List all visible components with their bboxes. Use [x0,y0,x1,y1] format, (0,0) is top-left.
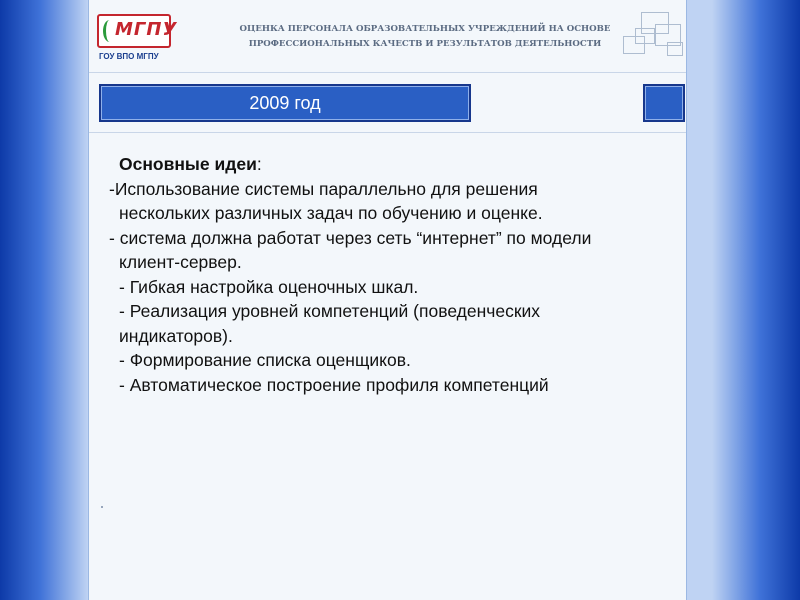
body-line: - Формирование списка оценщиков. [119,350,411,370]
body-line: индикаторов). [119,325,233,346]
header-title-line-1: ОЦЕНКА ПЕРСОНАЛА ОБРАЗОВАТЕЛЬНЫХ УЧРЕЖДЕНИЙ НА ОСНОВЕ [239,24,611,34]
header-title-line-2: ПРОФЕССИОНАЛЬНЫХ КАЧЕСТВ И РЕЗУЛЬТАТОВ ДЕЯТЕЛЬНОСТИ [248,39,602,49]
logo-caption: ГОУ ВПО МГПУ [99,52,159,61]
mgpu-logo [97,12,177,62]
header-divider [89,72,686,73]
slide [88,0,687,600]
decorative-squares-icon [619,10,683,58]
slide-body [109,152,679,397]
body-line: - Автоматическое построение профиля компетенций [119,374,549,395]
decorative-side-box [643,84,685,122]
section-heading [109,152,679,177]
body-line: - Реализация уровней компетенций (поведенческих [119,301,541,321]
body-line: клиент-сервер. [119,252,242,272]
body-line: -Использование системы параллельно для решения [109,178,538,199]
logo-mark [97,14,178,48]
body-line: - система должна работат через сеть “интернет” по модели [109,227,592,248]
body-line: нескольких различных задач по обучению и оценке. [119,203,543,223]
section-heading-text: Основные идеи [119,154,257,174]
decorative-dot [101,506,103,508]
slide-title: 2009 год [99,84,471,122]
slide-header [89,0,686,72]
header-title [235,22,615,52]
logo-text: МГПУ [115,19,178,40]
section-heading-colon: : [256,154,262,174]
body-line: - Гибкая настройка оценочных шкал. [119,276,419,297]
content-divider [89,132,686,133]
